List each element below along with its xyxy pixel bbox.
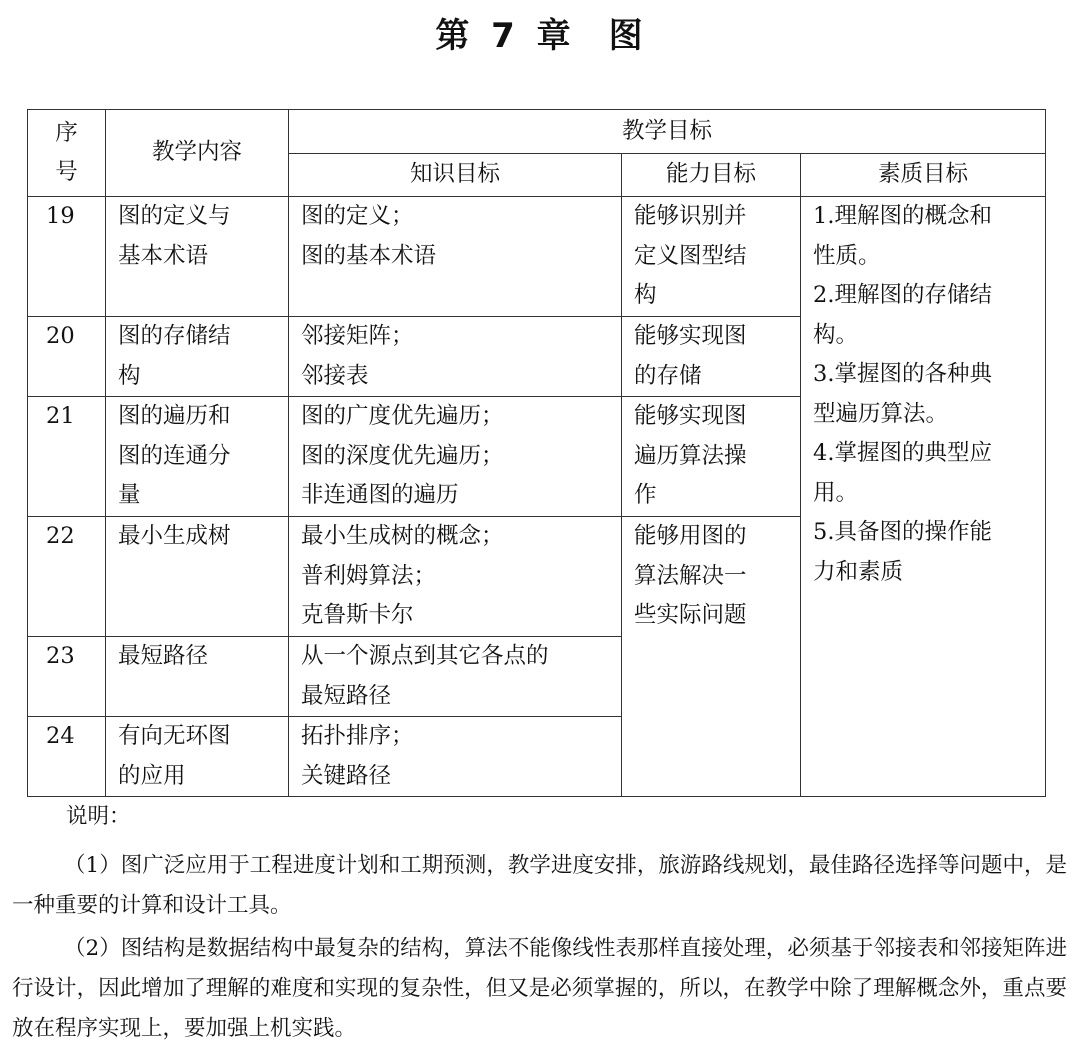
row-knowledge: 从一个源点到其它各点的 最短路径	[289, 637, 622, 717]
row-index: 22	[28, 517, 106, 637]
teaching-goals-table	[27, 109, 1046, 797]
row-knowledge: 邻接矩阵； 邻接表	[289, 317, 622, 397]
header-index: 序 号	[28, 110, 106, 197]
header-knowledge: 知识目标	[289, 154, 622, 197]
row-content: 图的遍历和 图的连通分 量	[106, 397, 289, 517]
row-ability: 能够用图的 算法解决一 些实际问题	[622, 517, 801, 797]
row-knowledge: 图的广度优先遍历； 图的深度优先遍历； 非连通图的遍历	[289, 397, 622, 517]
table-row	[28, 197, 1046, 317]
row-ability: 能够识别并 定义图型结 构	[622, 197, 801, 317]
row-content: 最小生成树	[106, 517, 289, 637]
row-knowledge: 拓扑排序； 关键路径	[289, 717, 622, 797]
page-title: 第 7 章 图	[435, 16, 645, 56]
row-index: 20	[28, 317, 106, 397]
note-paragraph: （2）图结构是数据结构中最复杂的结构，算法不能像线性表那样直接处理，必须基于邻接表和邻接矩阵进行设计，因此增加了理解的难度和实现的复杂性，但又是必须掌握的，所以，在教学中除了理解概念外，重点要放在程序实现上，要加强上机实践。	[12, 936, 1067, 1041]
header-content: 教学内容	[106, 110, 289, 197]
header-goals: 教学目标	[289, 110, 1046, 154]
row-ability: 能够实现图 遍历算法操 作	[622, 397, 801, 517]
row-index: 21	[28, 397, 106, 517]
row-ability: 能够实现图 的存储	[622, 317, 801, 397]
row-knowledge: 最小生成树的概念； 普利姆算法； 克鲁斯卡尔	[289, 517, 622, 637]
row-index: 24	[28, 717, 106, 797]
note-paragraph: （1）图广泛应用于工程进度计划和工期预测，教学进度安排，旅游路线规划，最佳路径选择等问题中，是一种重要的计算和设计工具。	[12, 853, 1067, 918]
notes-label: 说明：	[66, 804, 131, 829]
table-header-row	[28, 110, 1046, 154]
row-content: 图的定义与 基本术语	[106, 197, 289, 317]
row-content: 最短路径	[106, 637, 289, 717]
header-quality: 素质目标	[801, 154, 1046, 197]
row-index: 23	[28, 637, 106, 717]
row-index: 19	[28, 197, 106, 317]
row-knowledge: 图的定义； 图的基本术语	[289, 197, 622, 317]
header-ability: 能力目标	[622, 154, 801, 197]
quality-goals-cell: 1.理解图的概念和 性质。 2.理解图的存储结 构。 3.掌握图的各种典 型遍历算法。 4.掌握图的典型应 用。 5.具备图的操作能 力和素质	[801, 197, 1046, 797]
row-content: 图的存储结 构	[106, 317, 289, 397]
row-content: 有向无环图 的应用	[106, 717, 289, 797]
